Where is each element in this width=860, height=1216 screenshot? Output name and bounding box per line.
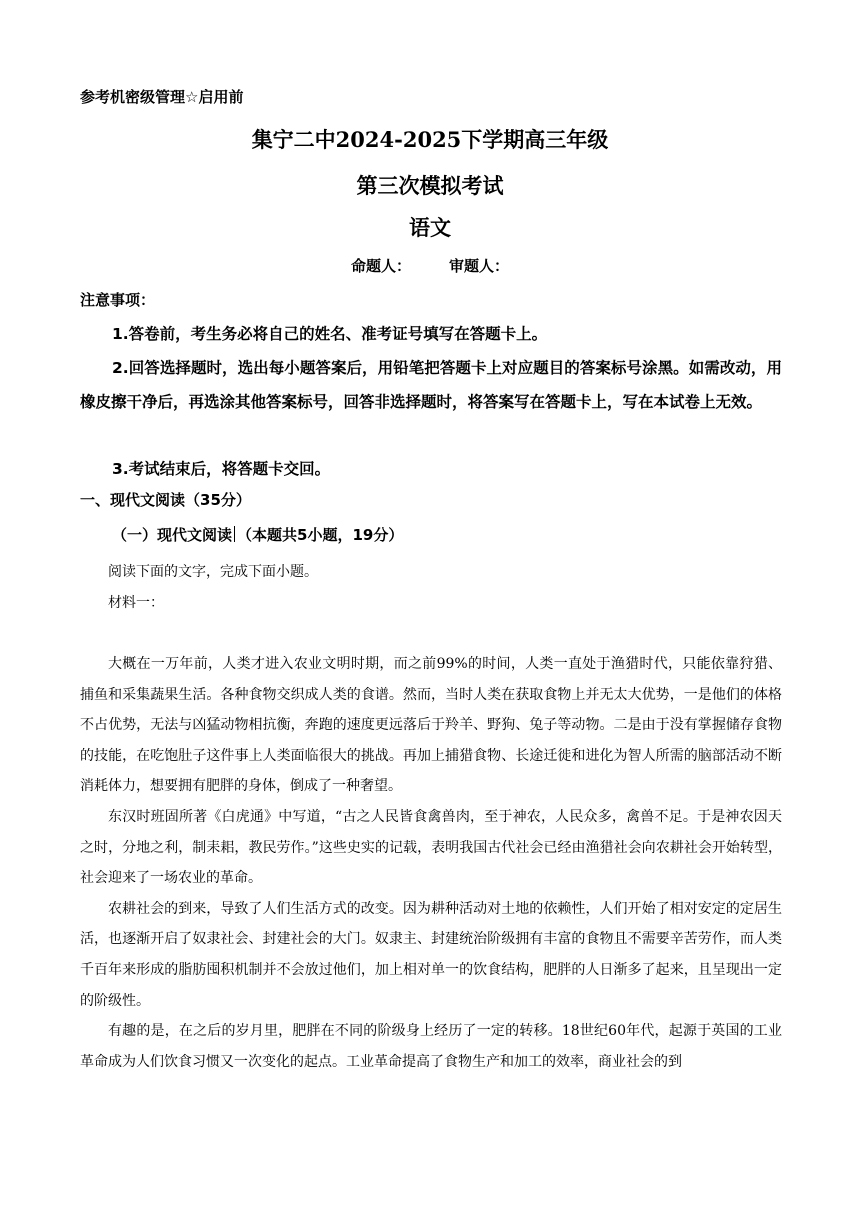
subsection-heading xyxy=(112,524,403,545)
paragraph: 农耕社会的到来，导致了人们生活方式的改变。因为耕种活动对土地的依赖性，人们开始了相对安定的定居生活，也逐渐开启了奴隶社会、封建社会的大门。奴隶主、封建统治阶级拥有丰富的食物且不需要辛苦劳作，而人类千百年来形成的脂肪囤积机制并不会放过他们，加上相对单一的饮食结构，肥胖的人日渐多了起来，且呈现出一定的阶级性。 xyxy=(80,900,782,1009)
reading-instruction xyxy=(80,557,782,588)
instruction-text: 阅读下面的文字，完成下面小题。 xyxy=(108,564,318,580)
material-label xyxy=(80,588,782,619)
setter-label: 命题人： xyxy=(350,257,411,275)
reviewer-label: 审题人： xyxy=(449,257,510,275)
section-heading: 一、现代文阅读（35分） xyxy=(80,491,251,509)
subject-title: 语文 xyxy=(409,215,451,240)
subsection-scope: （本题共5小题，19分） xyxy=(237,526,404,544)
note-item: 1.答卷前，考生务必将自己的姓名、准考证号填写在答题卡上。 xyxy=(112,325,548,343)
paragraph: 大概在一万年前，人类才进入农业文明时期，而之前99%的时间，人类一直处于渔猎时代，只能依靠狩猎、捕鱼和采集蔬果生活。各种食物交织成人类的食谱。然而，当时人类在获取食物上并无太大优势，一是他们的体格不占优势，无法与凶猛动物相抗衡，奔跑的速度更远落后于羚羊、野狗、兔子等动物。二是由于没有掌握储存食物的技能，在吃饱肚子这件事上人类面临很大的挑战。再加上捕猎食物、长途迁徙和进化为智人所需的脑部活动不断消耗体力，想要拥有肥胖的身体，倒成了一种奢望。 xyxy=(80,656,782,795)
paragraph: 有趣的是，在之后的岁月里，肥胖在不同的阶级身上经历了一定的转移。18世纪60年代，起源于英国的工业革命成为人们饮食习惯又一次变化的起点。工业革命提高了食物生产和加工的效率，商业社会的到 xyxy=(80,1023,782,1070)
note-item: 2.回答选择题时，选出每小题答案后，用铅笔把答题卡上对应题目的答案标号涂黑。如需改动，用橡皮擦干净后，再选涂其他答案标号，回答非选择题时，将答案写在答题卡上，写在本试卷上无效。 xyxy=(80,359,782,411)
material-label-text: 材料一： xyxy=(108,595,164,611)
exam-title: 集宁二中2024-2025下学期高三年级 xyxy=(251,127,609,152)
authors-line xyxy=(0,255,860,276)
text-cursor xyxy=(234,526,235,542)
material-body xyxy=(80,649,782,1077)
note-item: 3.考试结束后，将答题卡交回。 xyxy=(112,460,331,478)
subsection-title: （一）现代文阅读 xyxy=(112,526,233,544)
paragraph: 东汉时班固所著《白虎通》中写道，“古之人民皆食禽兽肉，至于神农，人民众多，禽兽不足。于是神农因天之时，分地之利，制耒耜，教民劳作。”这些史实的记载，表明我国古代社会已经由渔猎社会向农耕社会开始转型，社会迎来了一场农业的革命。 xyxy=(80,808,782,887)
exam-subtitle: 第三次模拟考试 xyxy=(356,173,504,198)
confidential-label: 参考机密级管理☆启用前 xyxy=(80,88,244,106)
notes-heading: 注意事项： xyxy=(80,291,156,309)
